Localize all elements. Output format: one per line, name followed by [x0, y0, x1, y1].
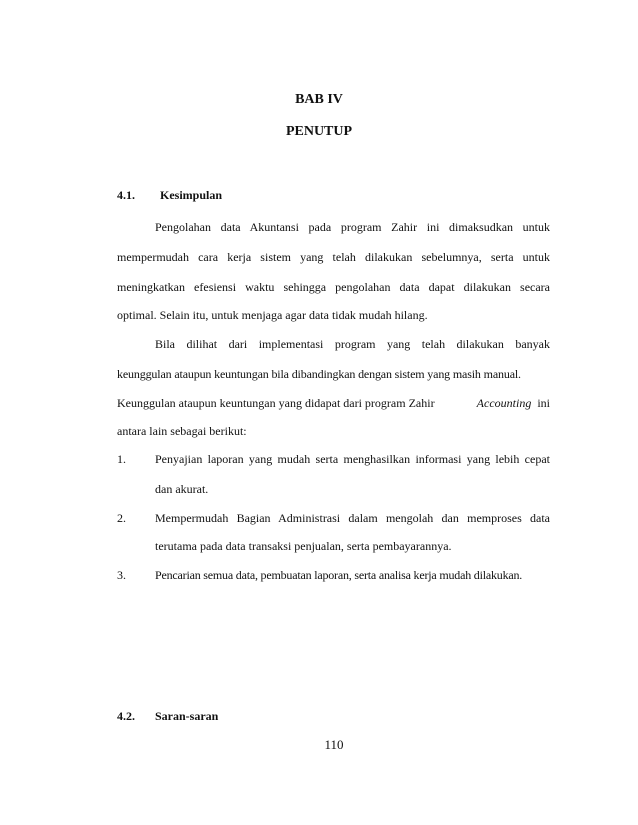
list-item-1-line-1: Penyajian laporan yang mudah serta menghasilkan informasi yang lebih cepat [155, 452, 550, 466]
list-item-1-line-2: dan akurat. [155, 482, 209, 496]
para2-line-3-text: Keunggulan ataupun keuntungan yang didapat dari program Zahir [117, 396, 435, 410]
para2-line-1: Bila dilihat dari implementasi program yang telah dilakukan banyak [155, 337, 550, 351]
section2-number: 4.2. [117, 709, 135, 723]
para2-line-3-end: ini [537, 396, 550, 410]
section1-number: 4.1. [117, 188, 135, 202]
section2-title: Saran-saran [155, 709, 219, 723]
list-item-3-number: 3. [117, 568, 126, 582]
list-item-1-number: 1. [117, 452, 126, 466]
para2-line-4: antara lain sebagai berikut: [117, 424, 247, 438]
section1-title: Kesimpulan [160, 188, 223, 202]
para2-line-3 [117, 396, 550, 411]
para1-line-4: optimal. Selain itu, untuk menjaga agar data tidak mudah hilang. [117, 308, 428, 322]
list-item-2-number: 2. [117, 511, 126, 525]
para1-line-1: Pengolahan data Akuntansi pada program Zahir ini dimaksudkan untuk [155, 220, 550, 234]
accounting-term: Accounting [476, 396, 532, 410]
para2-line-3-tail [477, 396, 550, 411]
chapter-label: BAB IV [295, 92, 343, 107]
para1-line-3: meningkatkan efesiensi waktu sehingga pengolahan data dapat dilakukan secara [117, 280, 550, 294]
list-item-2-line-2: terutama pada data transaksi penjualan, serta pembayarannya. [155, 539, 452, 553]
para2-line-2: keunggulan ataupun keuntungan bila dibandingkan dengan sistem yang masih manual. [117, 367, 521, 381]
para1-line-2: mempermudah cara kerja sistem yang telah dilakukan sebelumnya, serta untuk [117, 250, 550, 264]
list-item-2-line-1: Mempermudah Bagian Administrasi dalam mengolah dan memproses data [155, 511, 550, 525]
page-number: 110 [324, 737, 344, 752]
list-item-3-line-1: Pencarian semua data, pembuatan laporan, serta analisa kerja mudah dilakukan. [155, 568, 523, 582]
chapter-title: PENUTUP [285, 124, 353, 139]
